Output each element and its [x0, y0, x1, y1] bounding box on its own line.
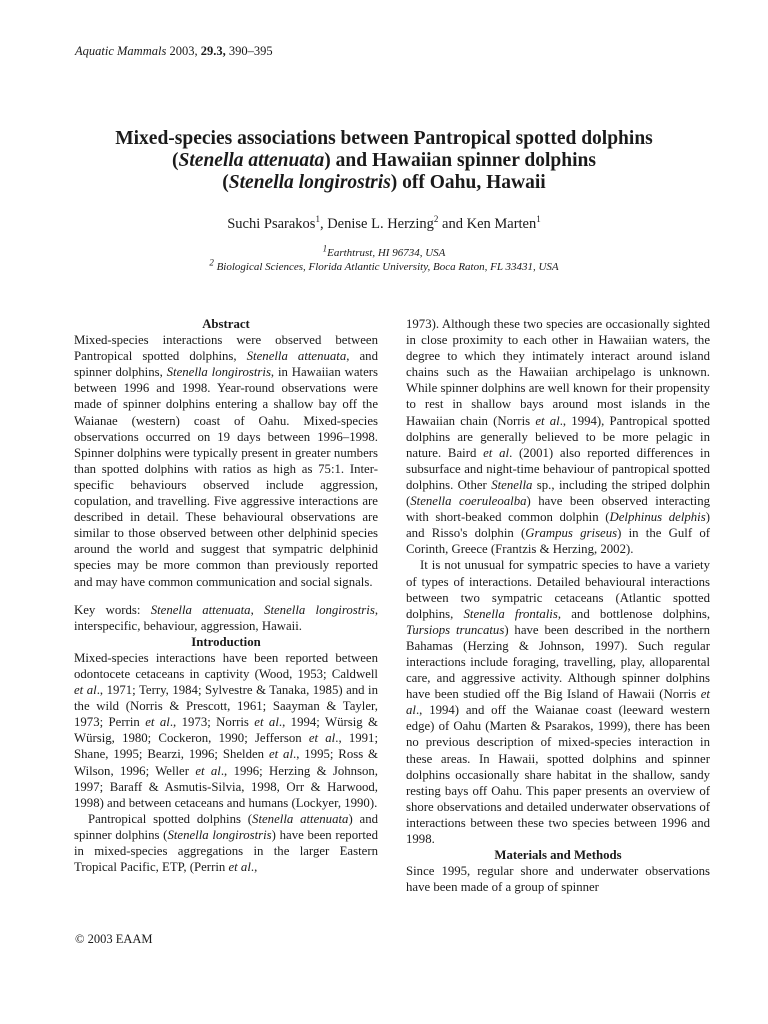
affiliation-2: $^2$ Biological Sciences, Florida Atlantic University, Boca Raton, FL 33431, USA [209, 257, 559, 273]
title-line-2: (Stenella attenuata) and Hawaiian spinner dolphins [172, 150, 596, 171]
intro-paragraph-1: Mixed-species interactions have been reported between odontocete cetaceans in captivity (Wood, 1953; Caldwell et al., 1971; Terry, 1984; Sylvestre & Tanaka, 1985) and in the wild (Norris & Prescott, 1961; Saayman & Tayler, 1973; Perrin et al., 1973; Norris et al., 1994; Würsig & Würsig, 1980; Cockeron, 1990; Jefferson et al., 1991; Shane, 1995; Bearzi, 1996; Shelden et al., 1995; Ross & Wilson, 1996; Weller et al., 1996; Herzing & Johnson, 1997; Baraff & Asmutis-Silvia, 1998, Orr & Harwood, 1998) and between cetaceans and humans (Lockyer, 1990). [74, 650, 379, 810]
title-line-1: Mixed-species associations between Pantropical spotted dolphins [115, 128, 653, 149]
author-1: Suchi Psarakos [227, 216, 316, 232]
abstract-text: Mixed-species interactions were observed between Pantropical spotted dolphins, Stenella attenuata, and spinner dolphins, Stenella longirostris, in Hawaiian waters between 1996 and 1998. Year-round observations were made of spinner dolphins entering a shallow bay off the Waianae (western) coast of Oahu. Mixed-species observations occurred on 19 days between 1996–1998. Spinner dolphins were typically present in greater numbers than spotted dolphins with ratios as high as 75:1. Inter-specific behaviours observed include aggression, copulation, and travelling. Five aggressive interactions are described in detail. These behavioural observations are similar to those observed between other delphinid species around the world and suggest that sympatric delphinid species may be more common than previously reported and may have common communication and social signals. [74, 333, 378, 589]
title-species-1: Stenella attenuata [178, 150, 325, 171]
journal-year: 2003, [166, 44, 201, 58]
intro-paragraph-2: Pantropical spotted dolphins (Stenella attenuata) and spinner dolphins (Stenella longirostris) have been reported in mixed-species aggregations in the larger Eastern Tropical Pacific, ETP, (Perrin et al., [74, 811, 379, 875]
author-list: Suchi Psarakos$^1$, Denise L. Herzing$^2$ and Ken Marten$^1$ [227, 214, 541, 232]
keywords: Key words: Stenella attenuata, Stenella longirostris, interspecific, behaviour, aggression, Hawaii. [74, 602, 379, 633]
left-column [74, 316, 378, 875]
journal-volume: 29.3, [200, 44, 226, 58]
methods-paragraph-1: Since 1995, regular shore and underwater observations have been made of a group of spinner [406, 864, 710, 895]
author-2: Denise L. Herzing [327, 216, 434, 232]
copyright-footer: © 2003 EAAM [75, 932, 153, 946]
journal-citation [75, 44, 273, 59]
journal-name: Aquatic Mammals [75, 44, 167, 58]
intro-paragraph-3: It is not unusual for sympatric species to have a variety of types of interactions. Detailed behavioural interactions between two sympatric cetaceans (Atlantic spotted dolphins, Stenella frontalis, and bottlenose dolphins, Tursiops truncatus) have been described in the northern Bahamas (Herzing & Johnson, 1997). Such regular interactions include foraging, travelling, play, alloparental care, and aggressive activity. Although spinner dolphins have been studied off the Big Island of Hawaii (Norris et al., 1994) and off the Waianae coast (leeward western edge) of Oahu (Marten & Psarakos, 1999), there has been no previous description of mixed-species interaction in these areas. In Hawaii, spotted dolphins and spinner dolphins occasionally share habitat in the shallow, sandy resting bays off Oahu. This paper presents an overview of shore observations and detailed underwater observations of interactions between these two species between 1996 and 1998. [406, 558, 711, 846]
title-line-3: (Stenella longirostris) off Oahu, Hawaii [222, 172, 546, 193]
right-column [406, 316, 710, 895]
paper-title [60, 128, 708, 194]
intro-paragraph-2-continued: 1973). Although these two species are occasionally sighted in close proximity to each other in Hawaiian waters, the degree to which they intimately interact around island chains such as the Hawaiian archipelago is unknown. While spinner dolphins are well known for their propensity to rest in shallow bays around most islands in the Hawaiian chain (Norris et al., 1994), Pantropical spotted dolphins are generally believed to be more pelagic in nature. Baird et al. (2001) also reported differences in subsurface and night-time behaviour of pantropical spotted dolphins. Other Stenella sp., including the striped dolphin (Stenella coeruleoalba) have been observed interacting with short-beaked common dolphin (Delphinus delphis) and Risso's dolphin (Grampus griseus) in the Gulf of Corinth, Greece (Frantzis & Herzing, 2002). [406, 317, 710, 557]
introduction-heading: Introduction [191, 634, 261, 649]
methods-heading: Materials and Methods [494, 848, 622, 863]
author-3: Ken Marten [466, 216, 537, 232]
journal-pages: 390–395 [225, 44, 273, 58]
affiliation-1: $^1$Earthtrust, HI 96734, USA [322, 243, 446, 259]
abstract-heading: Abstract [202, 317, 250, 331]
title-species-2: Stenella longirostris [228, 172, 391, 193]
